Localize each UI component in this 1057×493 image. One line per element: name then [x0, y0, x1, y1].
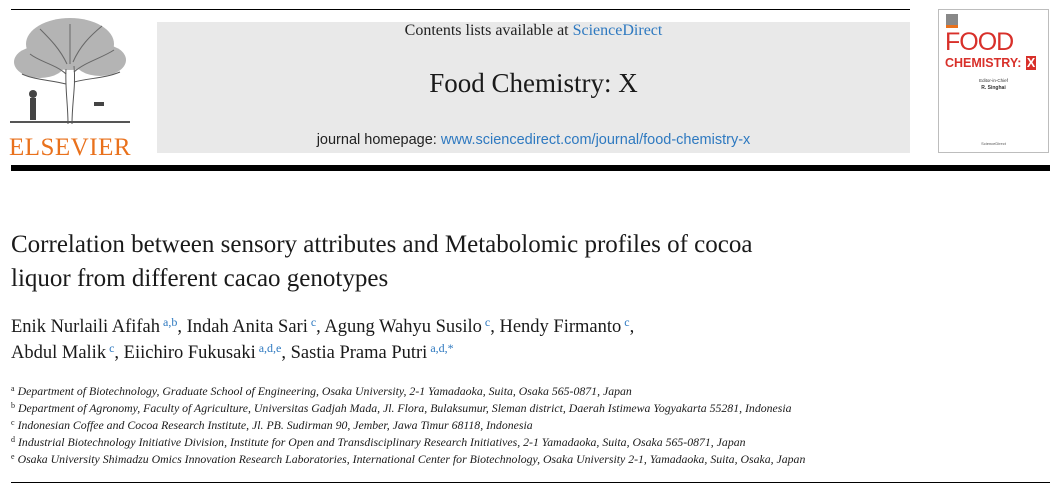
author-separator: ,	[281, 343, 291, 363]
affiliation-key: c	[11, 418, 15, 427]
article-title-line-1: Correlation between sensory attributes and Metabolomic profiles of cocoa	[11, 231, 753, 258]
author-line-1	[11, 314, 1011, 340]
author-affil-ref[interactable]: a,b	[163, 315, 178, 329]
homepage-line	[157, 132, 910, 148]
affiliation-key: b	[11, 401, 15, 410]
author-separator: ,	[114, 343, 124, 363]
cover-x-mark: X	[1026, 56, 1036, 70]
affiliation-key: a	[11, 384, 15, 393]
elsevier-wordmark: ELSEVIER	[8, 134, 132, 161]
author-line-2	[11, 340, 1011, 366]
cover-title-chemistry-text: CHEMISTRY:	[945, 56, 1022, 70]
author-name[interactable]: Sastia Prama Putri	[290, 343, 428, 363]
cover-editor-name: R. Singhai	[981, 85, 1006, 91]
author-affil-ref[interactable]: c	[624, 315, 630, 329]
journal-title: Food Chemistry: X	[429, 68, 638, 98]
cover-title-food: FOOD	[945, 28, 1014, 56]
affiliation-text: Indonesian Coffee and Cocoa Research Institute, Jl. PB. Sudirman 90, Jember, Jawa Timur 68118, Indonesia	[17, 418, 533, 432]
cover-editor-label: Editor-in-Chief	[979, 78, 1008, 83]
article-title	[11, 228, 941, 296]
affiliation-item	[11, 400, 1041, 417]
contents-line	[157, 22, 910, 40]
author-separator: ,	[490, 317, 500, 337]
elsevier-tree-icon	[10, 14, 130, 126]
sciencedirect-link[interactable]: ScienceDirect	[572, 22, 663, 39]
affiliation-key: e	[11, 452, 15, 461]
author-affil-ref[interactable]: a,d,e	[258, 341, 282, 355]
author-separator: ,	[177, 317, 187, 337]
author-affil-ref[interactable]: c	[484, 315, 491, 329]
author-name[interactable]: Indah Anita Sari	[186, 317, 308, 337]
author-separator: ,	[629, 317, 635, 337]
author-name[interactable]: Eiichiro Fukusaki	[123, 343, 256, 363]
cover-title-chemistry	[945, 56, 1036, 70]
affiliation-item	[11, 451, 1041, 468]
author-name[interactable]: Abdul Malik	[11, 343, 107, 363]
affiliation-item	[11, 434, 1041, 451]
author-affil-ref[interactable]: c	[310, 315, 317, 329]
author-name[interactable]: Hendy Firmanto	[499, 317, 622, 337]
author-name[interactable]: Enik Nurlaili Afifah	[11, 317, 160, 337]
affiliation-text: Osaka University Shimadzu Omics Innovation Research Laboratories, International Center for Biotechnology, Osaka University 2-1, Yamadaoka, Suita, Osaka, Japan	[17, 452, 806, 466]
author-list	[11, 314, 1011, 366]
affiliation-text: Department of Agronomy, Faculty of Agriculture, Universitas Gadjah Mada, Jl. Flora, Bulaksumur, Sleman district, Daerah Istimewa Yogyakarta 55281, Indonesia	[18, 401, 792, 415]
journal-cover-thumbnail[interactable]	[938, 9, 1049, 153]
affiliation-text: Department of Biotechnology, Graduate School of Engineering, Osaka University, 2-1 Yamadaoka, Suita, Osaka 565-0871, Japan	[17, 384, 632, 398]
header-top-rule	[11, 9, 910, 10]
author-separator: ,	[316, 317, 325, 337]
affiliation-text: Industrial Biotechnology Initiative Division, Institute for Open and Transdisciplinary Research Initiatives, 2-1 Yamadaoka, Suita, Osaka 565-0871, Japan	[18, 435, 746, 449]
journal-header	[0, 0, 1057, 175]
affiliation-item	[11, 417, 1041, 434]
homepage-label: journal homepage:	[316, 132, 437, 148]
author-name[interactable]: Agung Wahyu Susilo	[324, 317, 482, 337]
affiliation-item	[11, 383, 1041, 400]
journal-banner	[157, 22, 910, 153]
section-divider	[11, 482, 1050, 483]
homepage-link[interactable]: www.sciencedirect.com/journal/food-chemistry-x	[440, 132, 751, 148]
cover-elsevier-icon	[946, 14, 958, 28]
affiliation-key: d	[11, 435, 15, 444]
author-affil-ref[interactable]: a,d,*	[430, 341, 454, 355]
contents-prefix: Contents lists available at	[404, 22, 569, 39]
elsevier-logo[interactable]	[6, 14, 134, 162]
header-thick-rule	[11, 165, 1050, 171]
affiliation-list	[11, 383, 1041, 468]
article-title-line-2: liquor from different cacao genotypes	[11, 265, 389, 292]
cover-footer: ScienceDirect	[981, 141, 1006, 146]
author-affil-ref[interactable]: c	[109, 341, 115, 355]
